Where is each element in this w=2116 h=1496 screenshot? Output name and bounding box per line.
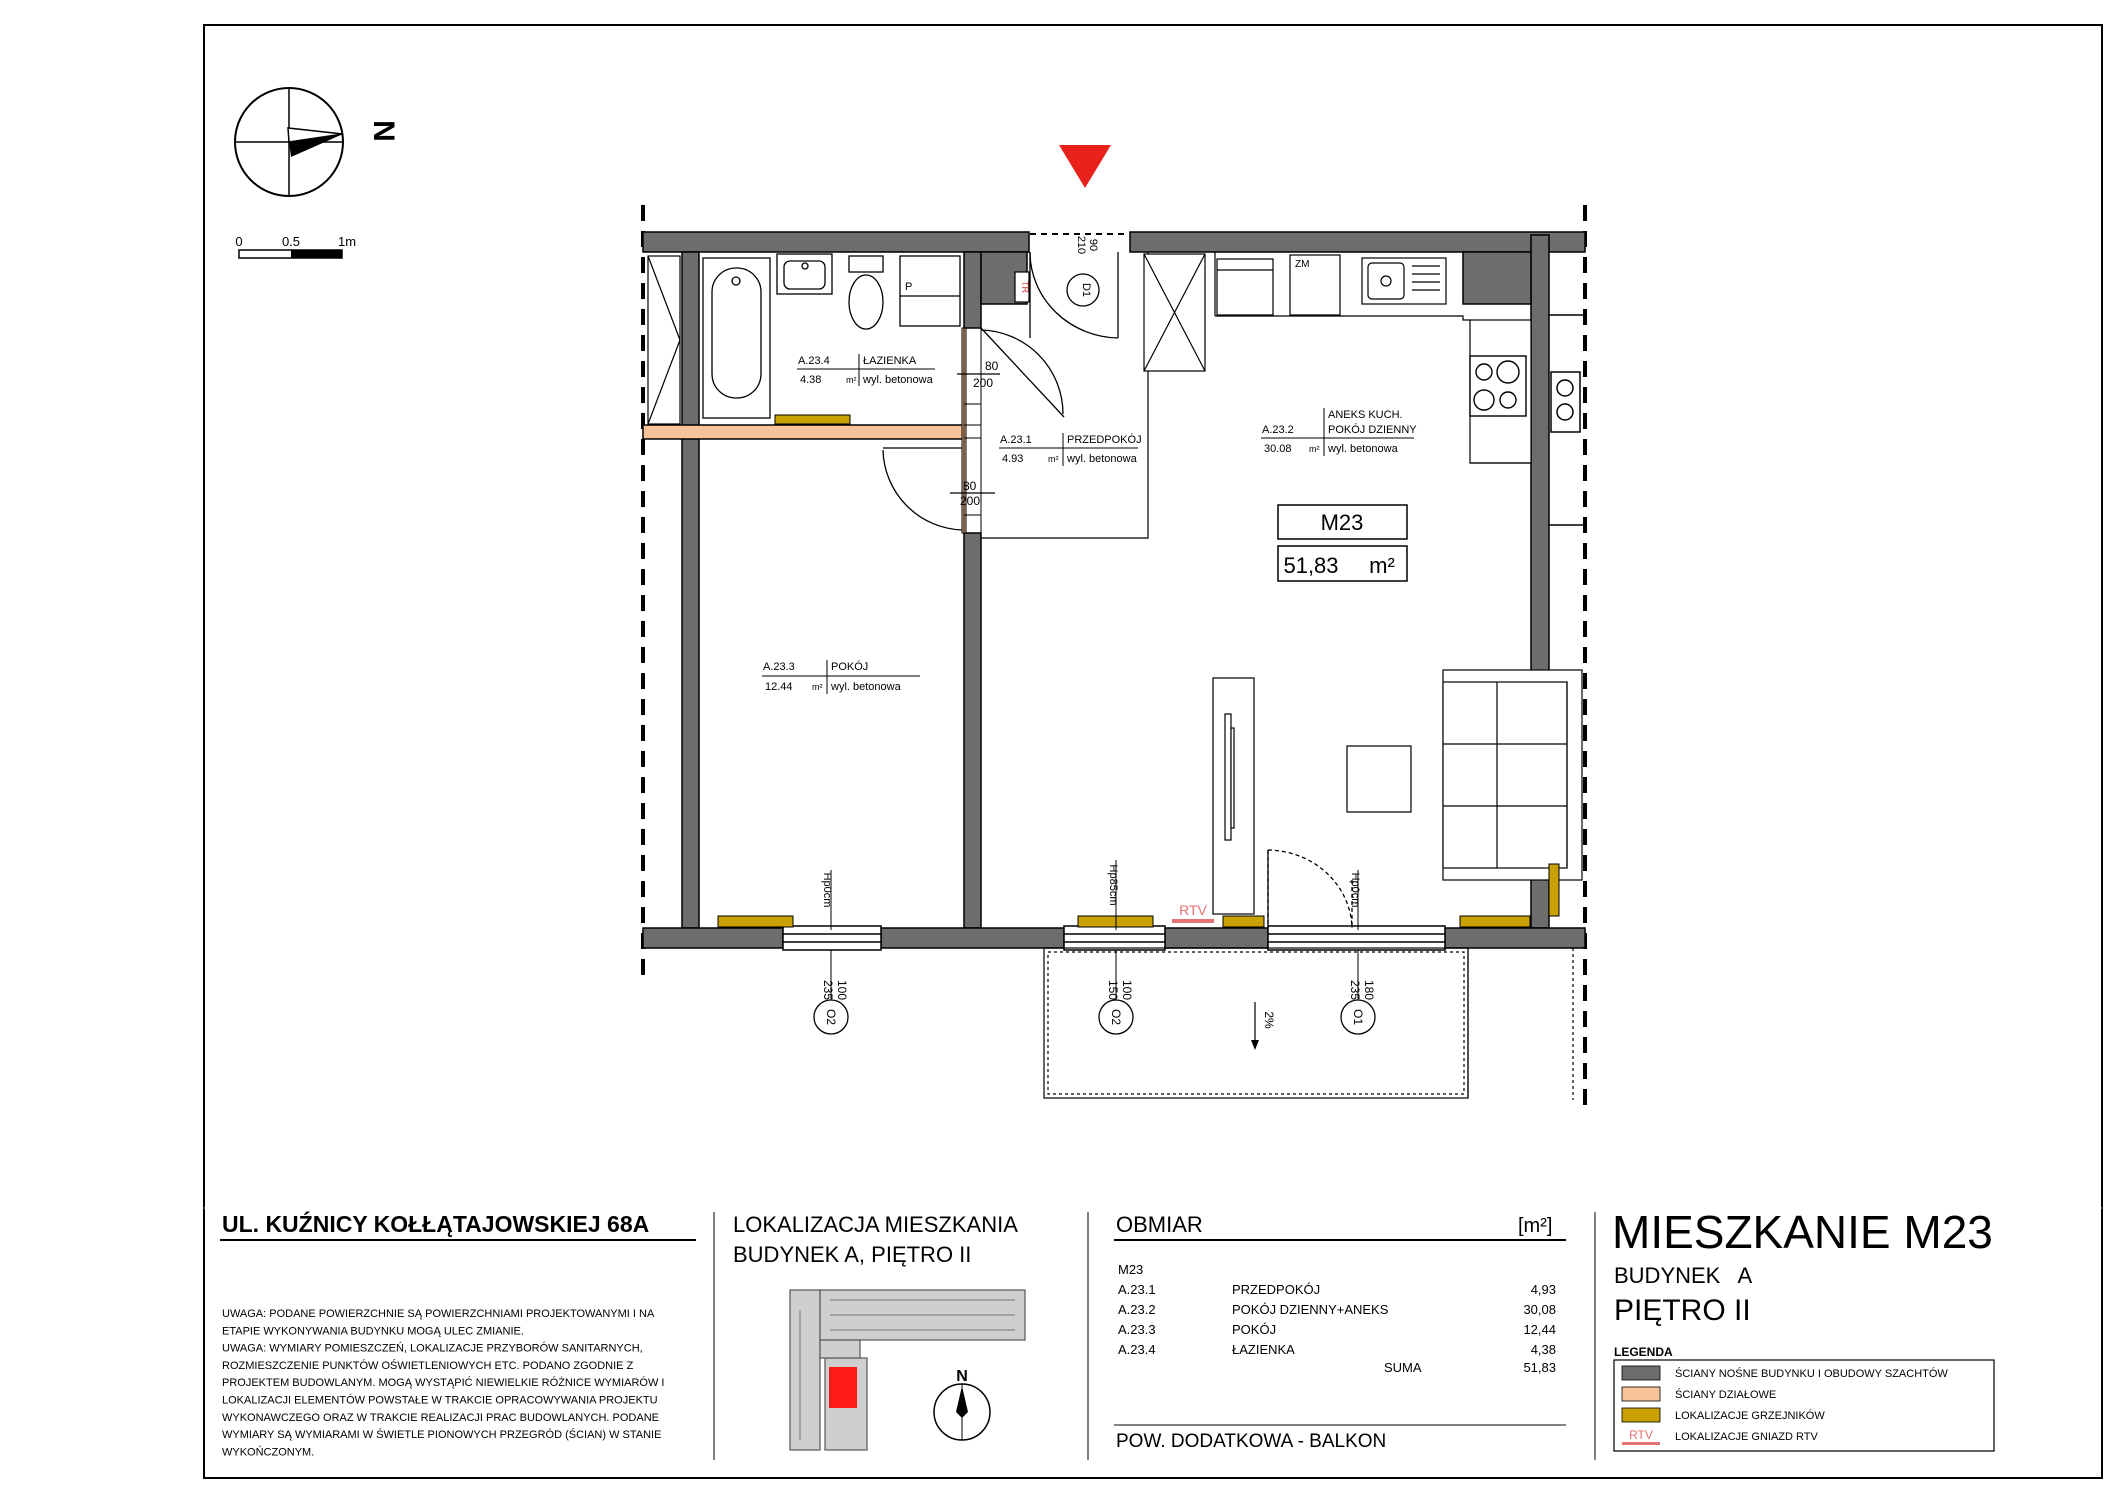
window-tag-o2-bedroom	[814, 950, 849, 1034]
legend-label: ŚCIANY NOŚNE BUDYNKU I OBUDOWY SZACHTÓW	[1675, 1368, 1948, 1380]
svg-text:2%: 2%	[1262, 1011, 1276, 1029]
legend-swatch	[1622, 1442, 1660, 1445]
svg-text:O1: O1	[1351, 1008, 1365, 1026]
obmiar-row-id: A.23.3	[1118, 1322, 1156, 1337]
kitchen-sink-icon	[1362, 258, 1446, 304]
location-highlight	[829, 1367, 857, 1408]
door-d1-label: D1	[1080, 282, 1092, 298]
unit-box	[1278, 505, 1407, 581]
svg-text:ŁAZIENKA: ŁAZIENKA	[863, 355, 917, 367]
note-line: PROJEKTEM BUDOWLANYM. MOGĄ WYSTĄPIĆ NIEWIELKIE RÓŻNICE WYMIARÓW I	[222, 1377, 665, 1390]
obmiar-row	[1118, 1302, 1556, 1317]
scale-label-05: 0.5	[281, 234, 301, 249]
bedroom-door	[883, 448, 995, 530]
address-section	[220, 1210, 696, 1240]
note-line: UWAGA: PODANE POWIERZCHNIE SĄ POWIERZCHNIAMI PROJEKTOWANYMI I NA	[222, 1308, 655, 1320]
svg-text:180: 180	[1362, 979, 1376, 1001]
wall-left	[682, 252, 699, 928]
note-line: WYMIARY SĄ WYMIARAMI W ŚWIETLE PIONOWYCH PRZEGRÓD (ŚCIAN) W STANIE	[222, 1429, 662, 1442]
note-line: LOKALIZACJI ELEMENTÓW POWSTAŁE W TRAKCIE OPRACOWYWANIA PROJEKTU	[222, 1394, 658, 1407]
cooktop-icon	[1470, 356, 1526, 416]
window-tag-o2-living	[1099, 950, 1134, 1034]
left-exterior-strip	[648, 256, 680, 424]
unit-area: 51,83	[1283, 553, 1339, 578]
svg-text:A.23.3: A.23.3	[763, 661, 795, 673]
obmiar-row-name: POKÓJ DZIENNY+ANEKS	[1232, 1302, 1389, 1317]
legend-swatch	[1622, 1408, 1660, 1422]
svg-text:235: 235	[821, 979, 835, 1001]
obmiar-row-id: A.23.2	[1118, 1302, 1156, 1317]
title-building: BUDYNEK A	[1614, 1263, 1753, 1288]
note-line: ETAPIE WYKONYWANIA BUDYNKU MOGĄ ULEC ZMIANIE.	[222, 1325, 524, 1338]
title-floor: PIĘTRO II	[1614, 1294, 1751, 1327]
location-north-letter: N	[956, 1368, 968, 1385]
tr-label: TR	[1020, 281, 1030, 293]
door-d1-height: 210	[1075, 235, 1087, 255]
obmiar-row-value: 4,93	[1530, 1282, 1556, 1297]
sofa-icon	[1443, 670, 1582, 880]
obmiar-row-value: 30,08	[1523, 1302, 1556, 1317]
svg-text:A.23.4: A.23.4	[798, 355, 830, 367]
svg-text:12.44: 12.44	[765, 681, 793, 693]
radiator-living-2	[1223, 916, 1264, 927]
obmiar-row-id: A.23.4	[1118, 1342, 1156, 1357]
bed-door-h: 200	[960, 494, 981, 508]
svg-text:P: P	[905, 281, 913, 293]
legend-label: LOKALIZACJE GRZEJNIKÓW	[1675, 1410, 1825, 1422]
location-title-2: BUDYNEK A, PIĘTRO II	[733, 1242, 972, 1267]
scale-bar	[235, 234, 356, 258]
unit-area-unit: m²	[1369, 553, 1395, 578]
svg-text:235: 235	[1348, 979, 1362, 1001]
entrance-marker-icon	[1059, 145, 1111, 188]
hp-living: Hp85cm	[1107, 864, 1119, 906]
scale-label-0: 0	[235, 234, 243, 249]
legend	[1614, 1345, 1994, 1451]
obmiar-row-name: POKÓJ	[1232, 1322, 1277, 1337]
rtv-socket-icon	[1172, 902, 1214, 923]
bath-door-h: 200	[973, 376, 994, 390]
fridge-icon	[1217, 259, 1273, 315]
room-label-bathroom	[797, 354, 935, 386]
hp-balcony: Hp0cm	[1349, 872, 1361, 908]
entry-door-d1	[1030, 236, 1118, 338]
obmiar-title: OBMIAR	[1116, 1212, 1203, 1237]
svg-text:wyl. betonowa: wyl. betonowa	[831, 681, 901, 693]
legend-rtv-symbol: RTV	[1629, 1428, 1653, 1442]
coffee-table-icon	[1347, 746, 1411, 812]
wall-top-left	[643, 232, 1029, 252]
scale-label-1m: 1m	[337, 234, 357, 249]
svg-text:POKÓJ DZIENNY: POKÓJ DZIENNY	[1328, 424, 1417, 436]
svg-text:m²: m²	[1048, 454, 1059, 464]
svg-text:O2: O2	[824, 1008, 838, 1026]
svg-text:m²: m²	[812, 682, 823, 692]
legend-swatch	[1622, 1387, 1660, 1401]
note-line: WYKOŃCZONYM.	[222, 1446, 315, 1459]
legend-item	[1622, 1408, 1825, 1422]
obmiar-extra: POW. DODATKOWA - BALKON	[1116, 1431, 1387, 1452]
window-o2-bedroom	[783, 926, 881, 950]
svg-text:wyl. betonowa: wyl. betonowa	[1328, 443, 1398, 455]
svg-text:A.23.2: A.23.2	[1262, 424, 1294, 436]
obmiar-section	[1114, 1212, 1566, 1452]
legend-title: LEGENDA	[1614, 1345, 1673, 1359]
rtv-label: RTV	[1179, 902, 1207, 918]
obmiar-row-name: ŁAZIENKA	[1232, 1342, 1295, 1357]
door-d1-width: 90	[1087, 238, 1099, 252]
wall-bottom-3	[1165, 928, 1268, 948]
note-line: WYKONAWCZEGO ORAZ W TRAKCIE REALIZACJI PRAC BUDOWLANYCH. PODANE	[222, 1411, 659, 1424]
address-text: UL. KUŹNICY KOŁŁĄTAJOWSKIEJ 68A	[222, 1211, 650, 1237]
note-line: UWAGA: WYMIARY POMIESZCZEŃ, LOKALIZACJE PRZYBORÓW SANITARNYCH,	[222, 1342, 643, 1355]
wall-top-right	[1130, 232, 1585, 252]
radiator-right	[1549, 864, 1559, 916]
wall-middle-lower	[964, 533, 981, 928]
zm-label: ZM	[1295, 259, 1310, 270]
obmiar-row-id: A.23.1	[1118, 1282, 1156, 1297]
legend-label: ŚCIANY DZIAŁOWE	[1675, 1389, 1777, 1401]
svg-text:30.08: 30.08	[1264, 443, 1292, 455]
svg-text:wyl. betonowa: wyl. betonowa	[863, 374, 933, 386]
svg-text:wyl. betonowa: wyl. betonowa	[1067, 453, 1137, 465]
north-letter: N	[367, 120, 400, 142]
notes-block	[222, 1308, 664, 1458]
legend-item	[1622, 1387, 1776, 1401]
legend-item	[1622, 1428, 1818, 1445]
room-label-bedroom	[762, 660, 920, 694]
svg-text:m²: m²	[1309, 444, 1320, 454]
bathtub-icon	[703, 258, 770, 418]
location-title-1: LOKALIZACJA MIESZKANIA	[733, 1212, 1018, 1237]
distribution-box-icon	[1015, 272, 1030, 302]
obmiar-row	[1118, 1282, 1556, 1297]
obmiar-row	[1118, 1322, 1556, 1337]
washing-machine-icon	[900, 256, 960, 326]
wall-bottom-2	[881, 928, 1064, 948]
wall-bottom-1	[643, 928, 783, 948]
wall-middle-upper	[964, 252, 981, 328]
building-key-plan	[790, 1290, 1025, 1450]
bath-door-w: 80	[985, 359, 999, 373]
balcony-door	[1268, 850, 1352, 928]
bed-door-w: 80	[963, 479, 977, 493]
legend-swatch	[1622, 1366, 1660, 1380]
partition-bath-bedroom	[643, 425, 964, 439]
floor-plan	[643, 205, 1585, 1105]
toilet-icon	[849, 256, 883, 329]
slope-indicator	[1251, 1002, 1276, 1050]
obmiar-group: M23	[1118, 1262, 1144, 1277]
tv-cabinet-icon	[1213, 678, 1254, 914]
washbasin-icon	[777, 254, 832, 294]
svg-text:4.38: 4.38	[800, 374, 822, 386]
svg-text:100: 100	[1120, 979, 1134, 1001]
adjacent-outline	[1549, 315, 1585, 525]
note-line: ROZMIESZCZENIE PUNKTÓW OŚWIETLENIOWYCH ETC. PODANO ZGODNIE Z	[222, 1359, 634, 1372]
wardrobe-icon	[1144, 254, 1205, 371]
legend-label: LOKALIZACJE GNIAZD RTV	[1675, 1431, 1818, 1443]
radiator-bedroom	[718, 916, 793, 927]
svg-text:150: 150	[1106, 979, 1120, 1001]
location-north-icon	[934, 1368, 990, 1440]
title-block	[1612, 1206, 1993, 1327]
room-label-living	[1261, 408, 1417, 456]
obmiar-sum-value: 51,83	[1523, 1360, 1556, 1375]
hp-bedroom: Hp0cm	[821, 872, 833, 908]
shaft-kitchen	[1463, 252, 1531, 304]
obmiar-sum-label: SUMA	[1384, 1360, 1422, 1375]
wall-bottom-4	[1445, 928, 1585, 948]
radiator-bath	[775, 415, 850, 424]
window-o1-balcony-door	[1268, 926, 1445, 950]
svg-text:PRZEDPOKÓJ: PRZEDPOKÓJ	[1067, 434, 1142, 446]
location-section	[733, 1212, 1025, 1450]
unit-name: M23	[1320, 510, 1364, 535]
svg-text:m²: m²	[846, 375, 857, 385]
svg-text:100: 100	[835, 979, 849, 1001]
svg-text:4.93: 4.93	[1002, 453, 1024, 465]
obmiar-row	[1118, 1342, 1556, 1357]
obmiar-row-value: 12,44	[1523, 1322, 1556, 1337]
obmiar-row-value: 4,38	[1530, 1342, 1556, 1357]
window-tag-o1-balcony	[1341, 950, 1376, 1034]
svg-text:ANEKS KUCH.: ANEKS KUCH.	[1328, 409, 1403, 421]
svg-text:O2: O2	[1109, 1008, 1123, 1026]
obmiar-row-name: PRZEDPOKÓJ	[1232, 1282, 1321, 1297]
title-main: MIESZKANIE M23	[1612, 1206, 1993, 1258]
north-arrow-compass	[235, 88, 400, 196]
window-o2-living	[1064, 926, 1165, 950]
obmiar-rows	[1118, 1282, 1556, 1357]
oven-icon	[1290, 255, 1340, 315]
radiator-living-3	[1460, 916, 1530, 927]
room-label-hall	[999, 433, 1142, 466]
svg-text:A.23.1: A.23.1	[1000, 434, 1032, 446]
obmiar-unit: [m²]	[1518, 1215, 1553, 1237]
svg-text:POKÓJ: POKÓJ	[831, 661, 869, 673]
